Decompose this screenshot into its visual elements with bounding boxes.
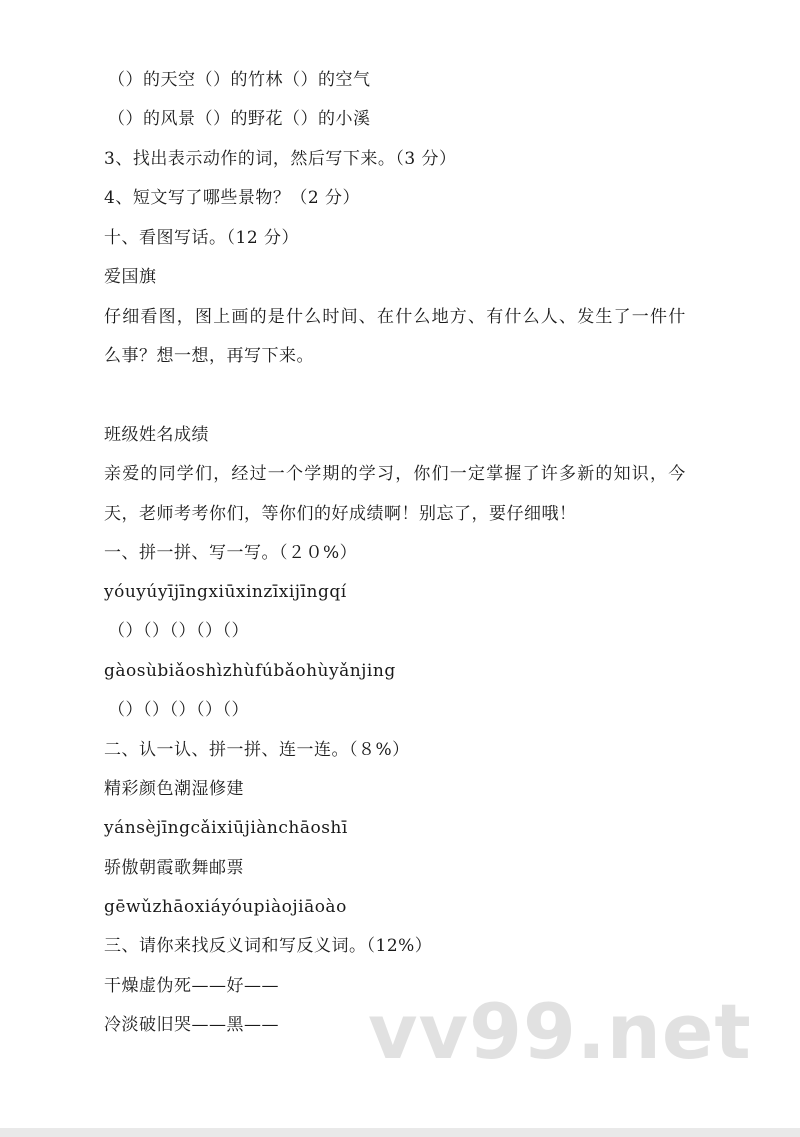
chinese-words-row-1: 精彩颜色潮湿修建 xyxy=(104,779,244,799)
pinyin-words-row-1: yánsèjīngcǎixiūjiànchāoshī xyxy=(104,818,348,838)
question-4-scenery: 4、短文写了哪些景物？（2 分） xyxy=(104,188,361,208)
text-line-blanks-sky: （）的天空（）的竹林（）的空气 xyxy=(108,70,371,90)
pinyin-row-2: gàosùbiǎoshìzhùfúbǎohùyǎnjing xyxy=(104,661,396,681)
picture-instruction-line-2: 么事？想一想，再写下来。 xyxy=(104,346,314,366)
pinyin-row-1: yóuyúyījīngxiūxinzīxijīngqí xyxy=(104,582,347,602)
text-line-blanks-scenery: （）的风景（）的野花（）的小溪 xyxy=(108,109,371,129)
answer-blanks-row-2: （）（）（）（）（） xyxy=(108,700,249,720)
question-3-find-verbs: 3、找出表示动作的词，然后写下来。（3 分） xyxy=(104,149,457,169)
intro-line-1: 亲爱的同学们，经过一个学期的学习，你们一定掌握了许多新的知识，今 xyxy=(104,464,687,484)
chinese-words-row-2: 骄傲朝霞歌舞邮票 xyxy=(104,858,244,878)
picture-instruction-line-1: 仔细看图，图上画的是什么时间、在什么地方、有什么人、发生了一件什 xyxy=(104,307,687,327)
picture-title: 爱国旗 xyxy=(104,267,157,287)
antonym-row-2: 冷淡破旧哭——黑—— xyxy=(104,1015,279,1035)
section-3-heading: 三、请你来找反义词和写反义词。（12%） xyxy=(104,936,433,956)
section-1-heading: 一、拼一拼、写一写。（２０%） xyxy=(104,543,358,563)
intro-line-2: 天，老师考考你们，等你们的好成绩啊！别忘了，要仔细哦！ xyxy=(104,504,577,524)
pinyin-words-row-2: gēwǔzhāoxiáyóupiàojiāoào xyxy=(104,897,347,917)
antonym-row-1: 干燥虚伪死——好—— xyxy=(104,976,279,996)
section-10-heading: 十、看图写话。（12 分） xyxy=(104,228,300,248)
student-info-header: 班级姓名成绩 xyxy=(104,425,209,445)
section-2-heading: 二、认一认、拼一拼、连一连。（８%） xyxy=(104,740,410,760)
watermark-text: vv99.net xyxy=(368,987,752,1076)
answer-blanks-row-1: （）（）（）（）（） xyxy=(108,621,249,641)
